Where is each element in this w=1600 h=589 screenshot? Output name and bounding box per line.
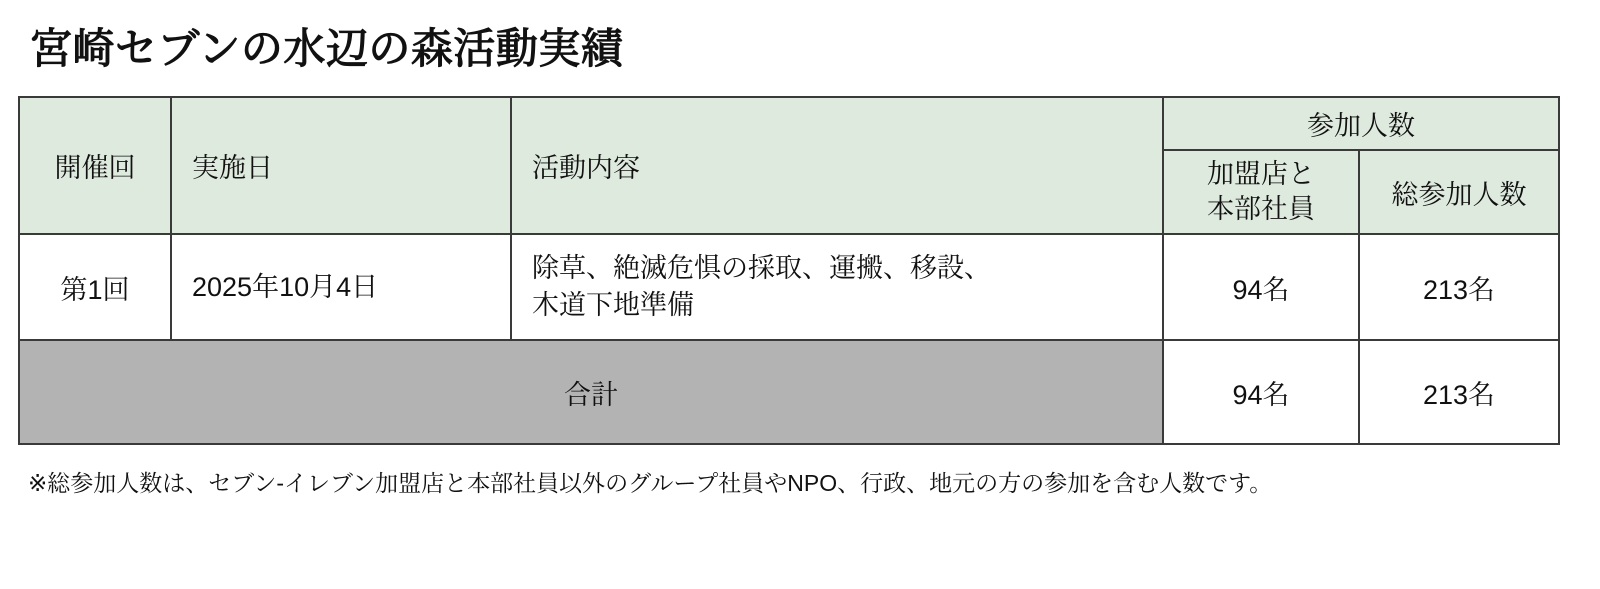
table-header-row-top [19,97,1559,150]
cell-activity-line1: 除草、絶滅危惧の採取、運搬、移設、 [532,253,991,284]
table-row [19,234,1559,340]
activity-results-table [18,96,1560,445]
header-participants-group: 参加人数 [1163,97,1559,150]
header-date: 実施日 [171,97,511,234]
cell-total-participants: 213名 [1359,234,1559,340]
cell-kai: 第1回 [19,234,171,340]
header-kai: 開催回 [19,97,171,234]
page-title: 宮崎セブンの水辺の森活動実績 [30,25,624,72]
summary-label: 合計 [19,340,1163,444]
header-member-staff-line1: 加盟店と [1207,159,1315,190]
summary-total-participants: 213名 [1359,340,1559,444]
cell-activity [511,234,1163,340]
footnote: ※総参加人数は、セブン‐イレブン加盟店と本部社員以外のグループ社員やNPO、行政、地元の方の参加を含む人数です。 [28,470,1273,497]
header-member-staff-line2: 本部社員 [1207,194,1315,225]
header-total-participants: 総参加人数 [1359,150,1559,234]
cell-member-staff: 94名 [1163,234,1359,340]
table-header [19,97,1559,234]
cell-activity-line2: 木道下地準備 [532,290,694,321]
document-page [0,12,1600,589]
table-body [19,234,1559,444]
header-activity: 活動内容 [511,97,1163,234]
cell-date: 2025年10月4日 [171,234,511,340]
header-member-staff [1163,150,1359,234]
summary-member-staff: 94名 [1163,340,1359,444]
table-summary-row [19,340,1559,444]
